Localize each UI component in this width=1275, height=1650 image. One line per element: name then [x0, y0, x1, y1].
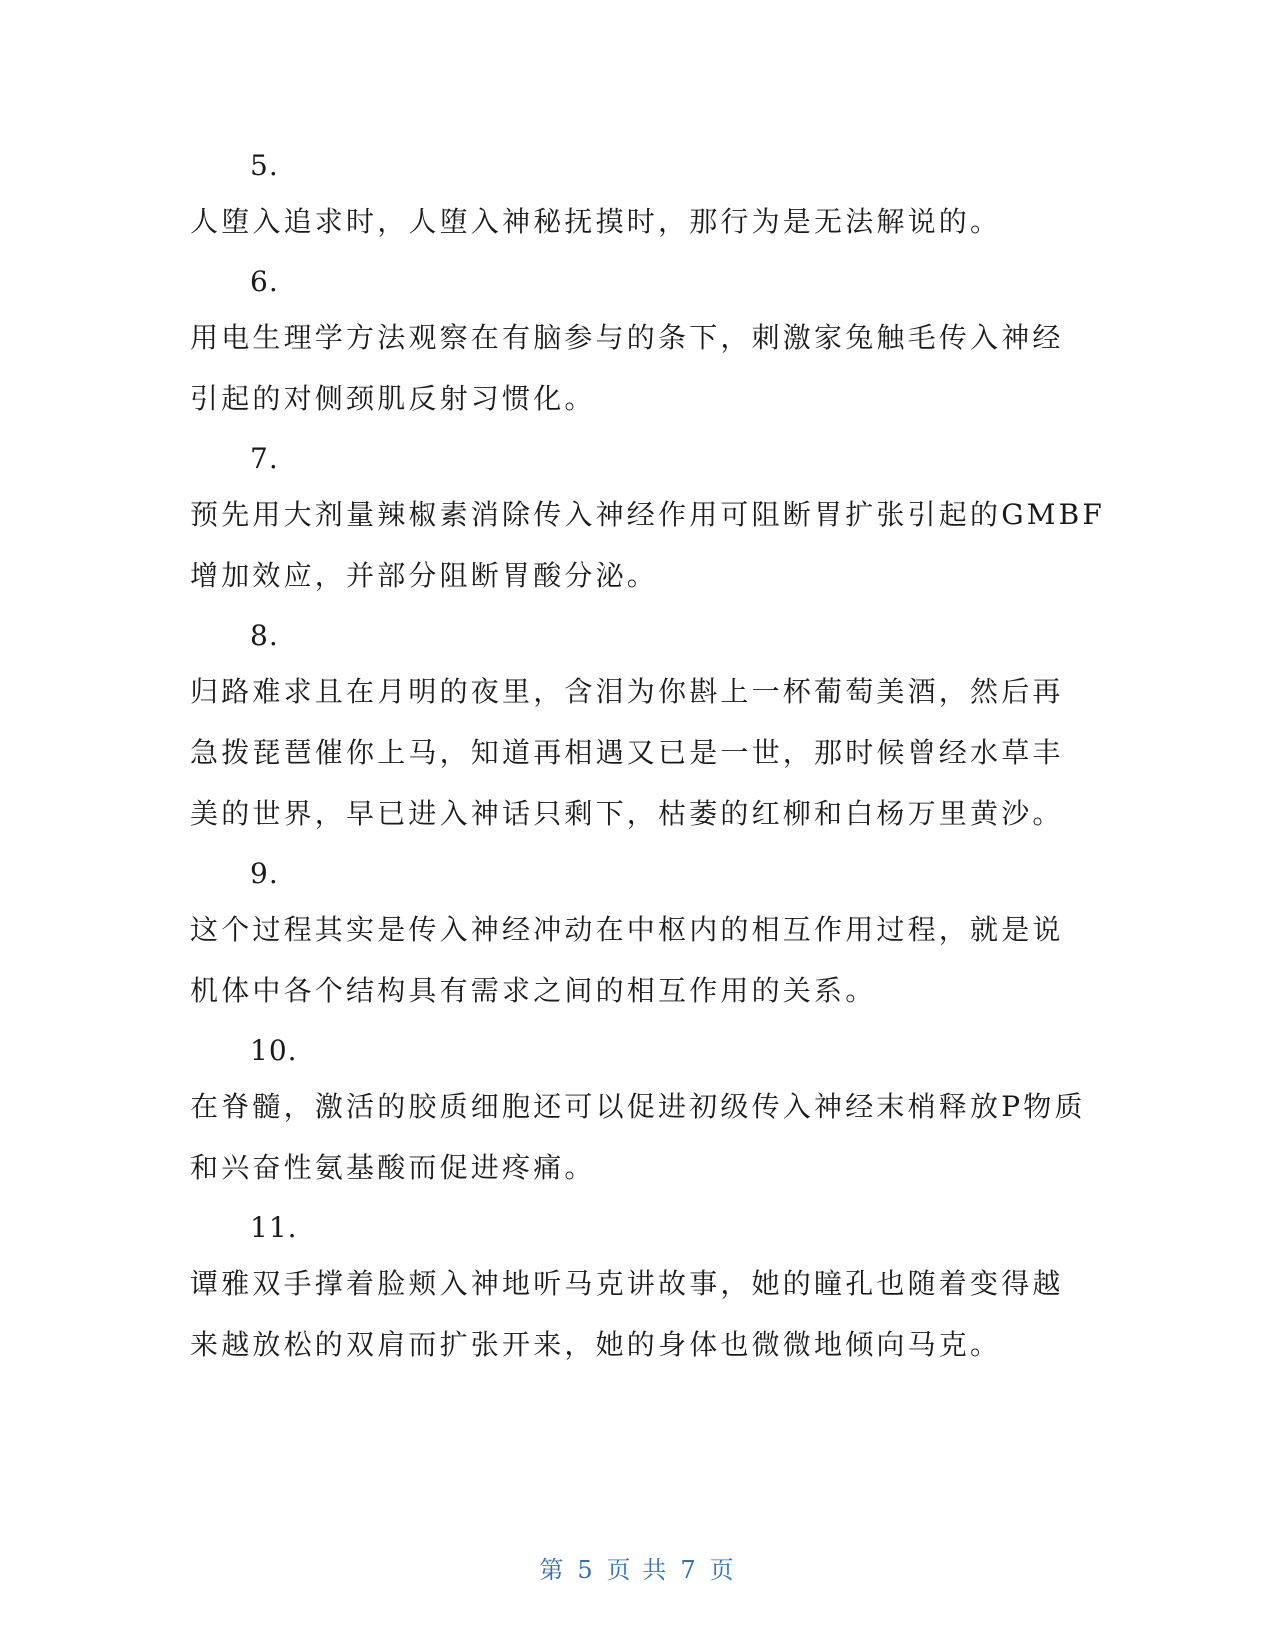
item-text — [190, 661, 1090, 844]
text-line: 和兴奋性氨基酸而促进疼痛。 — [190, 1151, 596, 1184]
item-text — [190, 1253, 1090, 1375]
text-line: 美的世界，早已进入神话只剩下，枯萎的红柳和白杨万里黄沙。 — [190, 797, 1064, 830]
item-number: 9. — [250, 857, 279, 890]
text-line: 用电生理学方法观察在有脑参与的条下，刺激家兔触毛传入神经 — [190, 321, 1064, 354]
footer-suffix: 页 — [709, 1556, 736, 1584]
text-line: 急拨琵琶催你上马，知道再相遇又已是一世，那时候曾经水草丰 — [190, 736, 1064, 769]
item-number: 5. — [250, 149, 279, 182]
item-text — [190, 899, 1090, 1021]
list-item — [190, 858, 1090, 1021]
item-number: 6. — [250, 265, 279, 298]
list-item — [190, 620, 1090, 844]
text-line: 机体中各个结构具有需求之间的相互作用的关系。 — [190, 974, 877, 1007]
list-item — [190, 266, 1090, 429]
item-number: 7. — [250, 442, 279, 475]
text-line: 增加效应，并部分阻断胃酸分泌。 — [190, 559, 659, 592]
text-line: 来越放松的双肩而扩张开来，她的身体也微微地倾向马克。 — [190, 1328, 1002, 1361]
text-line: 预先用大剂量辣椒素消除传入神经作用可阻断胃扩张引起的GMBF — [190, 498, 1106, 531]
text-line: 引起的对侧颈肌反射习惯化。 — [190, 382, 596, 415]
footer-page-number: 5 — [577, 1556, 595, 1584]
text-line: 在脊髓，激活的胶质细胞还可以促进初级传入神经末梢释放P物质 — [190, 1090, 1086, 1123]
footer-middle: 页 共 — [606, 1556, 669, 1584]
item-number: 11. — [250, 1211, 298, 1244]
list-item — [190, 1035, 1090, 1198]
item-text — [190, 1076, 1090, 1198]
list-item — [190, 1212, 1090, 1375]
item-text — [190, 484, 1106, 606]
item-number: 10. — [250, 1034, 298, 1067]
list-item — [190, 442, 1106, 606]
text-line: 谭雅双手撑着脸颊入神地听马克讲故事，她的瞳孔也随着变得越 — [190, 1267, 1064, 1300]
list-item — [190, 150, 1090, 252]
page-footer — [0, 1550, 1275, 1585]
text-line: 这个过程其实是传入神经冲动在中枢内的相互作用过程，就是说 — [190, 913, 1064, 946]
item-text — [190, 307, 1090, 429]
item-number: 8. — [250, 619, 279, 652]
footer-total-pages: 7 — [680, 1556, 698, 1584]
text-line: 归路难求且在月明的夜里，含泪为你斟上一杯葡萄美酒，然后再 — [190, 675, 1064, 708]
text-line: 人堕入追求时，人堕入神秘抚摸时，那行为是无法解说的。 — [190, 205, 1002, 238]
item-text — [190, 191, 1090, 252]
footer-prefix: 第 — [539, 1556, 566, 1584]
document-body — [190, 149, 1106, 1389]
